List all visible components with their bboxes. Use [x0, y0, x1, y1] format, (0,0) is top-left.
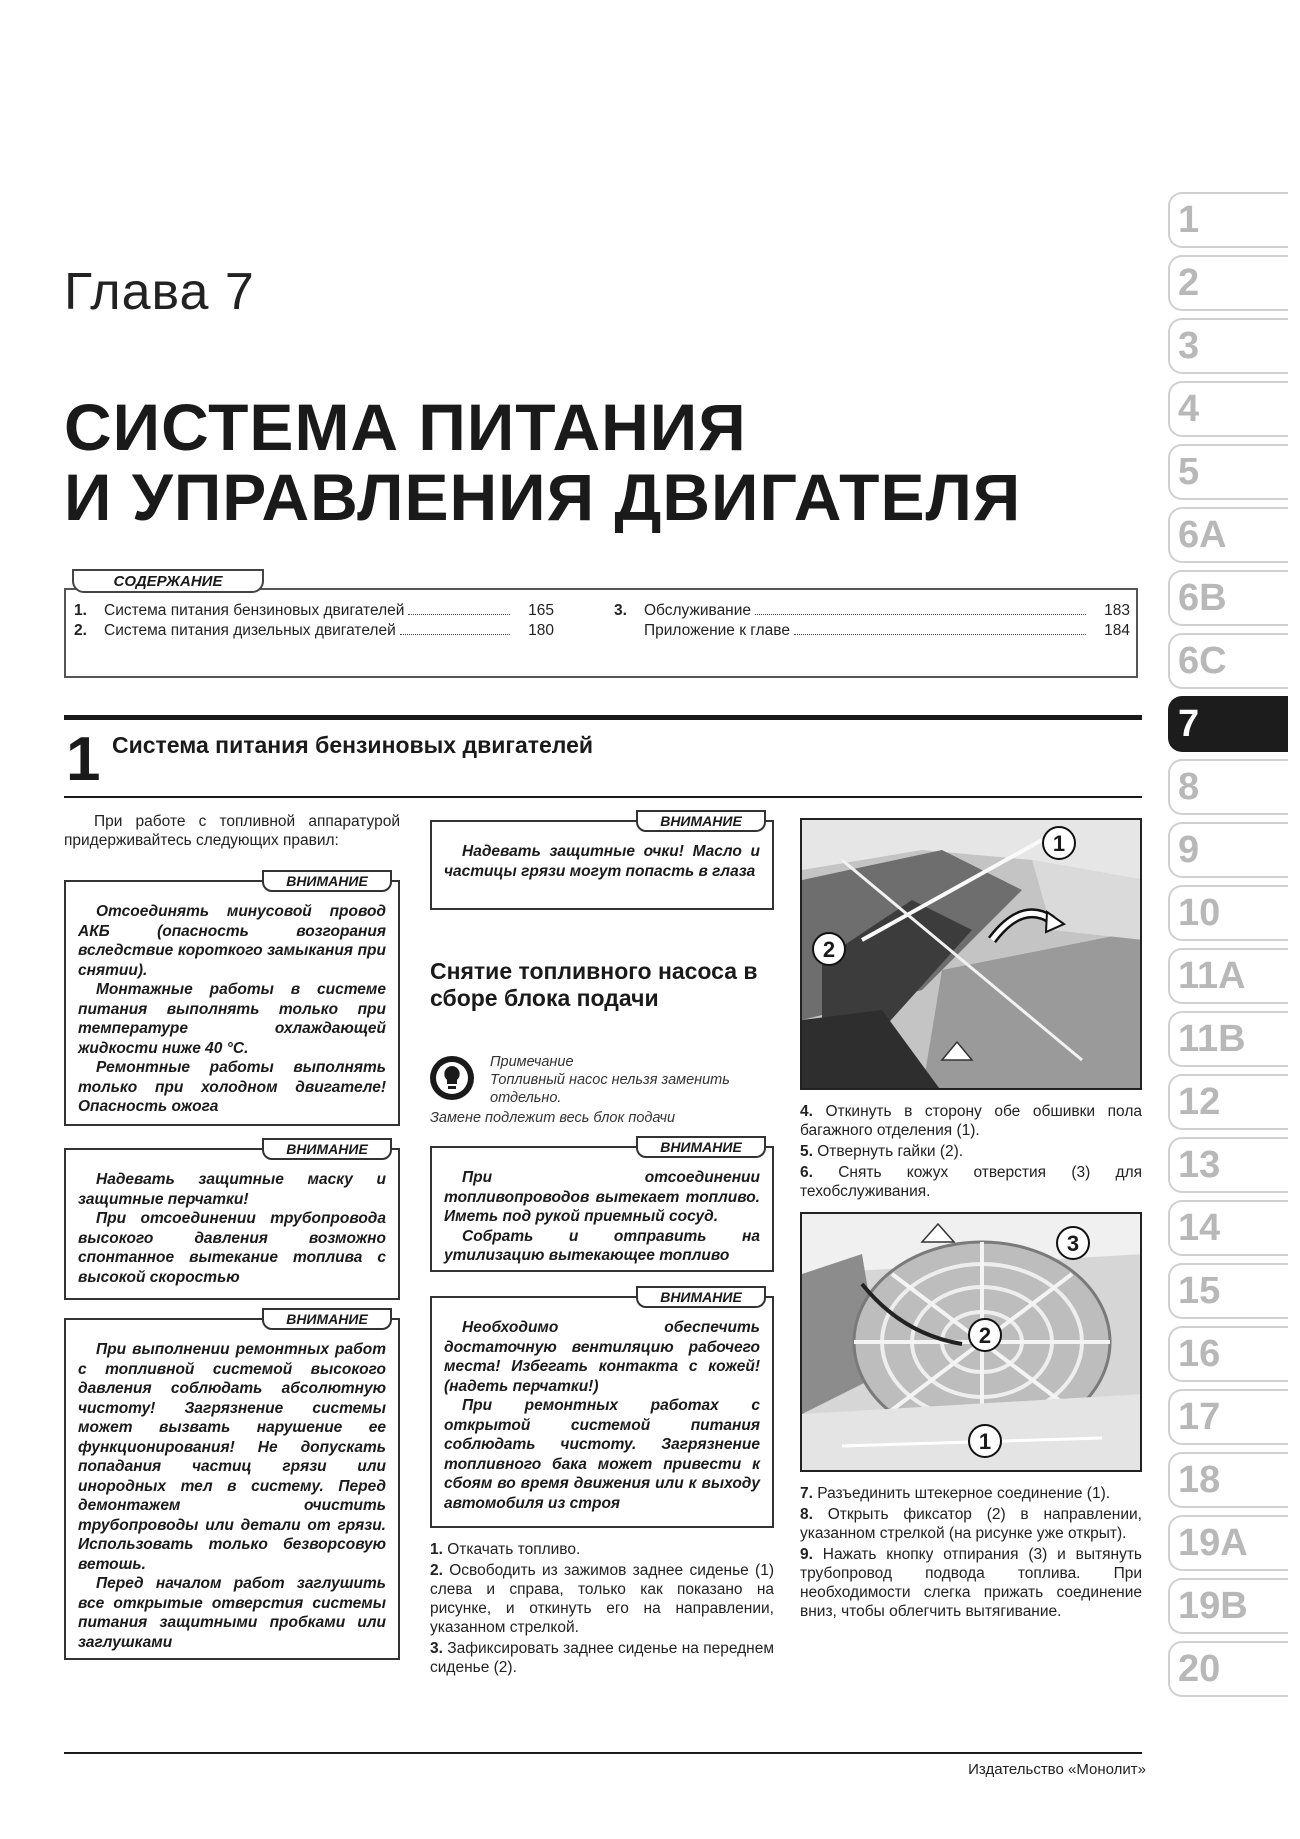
- subsection-heading: Снятие топливного насоса в сборе блока подачи: [430, 958, 758, 1011]
- tab-chapter-6a[interactable]: 6A: [1168, 507, 1288, 563]
- step-number: 5.: [800, 1143, 813, 1160]
- callout-3: 3: [1056, 1226, 1090, 1260]
- step-text: Открыть фиксатор (2) в направлении, указанном стрелкой (на рисунке уже открыт).: [800, 1506, 1142, 1542]
- note-body: Топливный насос нельзя заменить отдельно.: [490, 1072, 730, 1106]
- warning-text: При отсоединении топливопроводов вытекает топливо. Иметь под рукой приемный сосуд.: [444, 1169, 760, 1225]
- tab-chapter-6b[interactable]: 6B: [1168, 570, 1288, 626]
- step-text: Зафиксировать заднее сиденье на переднем сиденье (2).: [430, 1640, 774, 1676]
- step-number: 7.: [800, 1485, 813, 1502]
- footer-rule: [64, 1752, 1142, 1754]
- callout-1: 1: [1042, 826, 1076, 860]
- tab-chapter-19b[interactable]: 19B: [1168, 1578, 1288, 1634]
- step-text: Откинуть в сторону обе обшивки пола багажного отделения (1).: [800, 1103, 1142, 1139]
- warning-label: ВНИМАНИЕ: [262, 870, 392, 892]
- step-item: [800, 1484, 1142, 1503]
- chapter-label: Глава 7: [64, 263, 255, 321]
- toc-item-page: 184: [1104, 622, 1130, 639]
- toc-item-page: 183: [1104, 602, 1130, 619]
- lightbulb-icon: [430, 1056, 474, 1100]
- tab-chapter-9[interactable]: 9: [1168, 822, 1288, 878]
- warning-box-ventilation: [430, 1289, 774, 1528]
- tab-chapter-3[interactable]: 3: [1168, 318, 1288, 374]
- contents-heading: СОДЕРЖАНИЕ: [72, 569, 264, 593]
- warning-text: Собрать и отправить на утилизацию вытекающее топливо: [444, 1227, 760, 1264]
- step-item: [800, 1163, 1142, 1201]
- warning-text: Необходимо обеспечить достаточную вентиляцию рабочего места! Избегать контакта с кожей! (надеть перчатки!): [444, 1319, 760, 1395]
- warning-box-gloves: [64, 1141, 400, 1300]
- tab-chapter-8[interactable]: 8: [1168, 759, 1288, 815]
- warning-label: ВНИМАНИЕ: [636, 1136, 766, 1158]
- warning-text: Ремонтные работы выполнять только при холодном двигателе! Опасность ожога: [78, 1059, 386, 1115]
- toc-item-text: Система питания дизельных двигателей: [104, 622, 396, 639]
- tab-chapter-16[interactable]: 16: [1168, 1326, 1288, 1382]
- step-number: 8.: [800, 1506, 813, 1523]
- toc-item-text: Приложение к главе: [644, 622, 790, 639]
- toc-leader: [755, 602, 1086, 615]
- step-text: Откачать топливо.: [447, 1541, 581, 1558]
- note-title: Примечание: [490, 1054, 574, 1070]
- toc-item[interactable]: [614, 622, 1130, 640]
- warning-text: Надевать защитные маску и защитные перчатки!: [78, 1171, 386, 1208]
- toc-item[interactable]: [614, 602, 1130, 620]
- toc-item[interactable]: [74, 622, 554, 640]
- toc-item[interactable]: [74, 602, 554, 620]
- chapter-title-line-1: СИСТЕМА ПИТАНИЯ: [64, 390, 747, 464]
- warning-text: При ремонтных работах с открытой системой питания соблюдать чистоту. Загрязнение топливного бака может привести к сбоям во время движения или к выходу автомобиля из строя: [444, 1397, 760, 1512]
- chapter-title-line-2: И УПРАВЛЕНИЯ ДВИГАТЕЛЯ: [64, 460, 1022, 534]
- steps-list-2: [800, 1102, 1142, 1203]
- step-text: Нажать кнопку отпирания (3) и вытянуть трубопровод подвода топлива. При необходимости слегка прижать соединение вниз, чтобы облегчить вытягивание.: [800, 1546, 1142, 1620]
- step-item: [430, 1540, 774, 1559]
- steps-list-1: [430, 1540, 774, 1679]
- section-rule-bottom: [64, 796, 1142, 798]
- warning-box-battery: [64, 873, 400, 1126]
- step-item: [800, 1102, 1142, 1140]
- section-title: Система питания бензиновых двигателей: [112, 732, 594, 758]
- toc-item-page: 180: [528, 622, 554, 639]
- section-number: 1: [66, 725, 101, 794]
- section-rule-top: [64, 715, 1142, 720]
- warning-box-fuel-leak: [430, 1139, 774, 1272]
- tab-chapter-6c[interactable]: 6C: [1168, 633, 1288, 689]
- tab-chapter-17[interactable]: 17: [1168, 1389, 1288, 1445]
- warning-text: Монтажные работы в системе питания выполнять только при температуре охлаждающей жидкости ниже 40 °С.: [78, 981, 386, 1057]
- photo-service-cover: [800, 1212, 1142, 1472]
- toc-leader: [408, 602, 510, 615]
- step-number: 4.: [800, 1103, 813, 1120]
- step-number: 2.: [430, 1562, 443, 1579]
- warning-label: ВНИМАНИЕ: [636, 1286, 766, 1308]
- warning-text: Надевать защитные очки! Масло и частицы грязи могут попасть в глаза: [444, 843, 760, 880]
- toc-item-number: 3.: [614, 602, 627, 619]
- tab-chapter-10[interactable]: 10: [1168, 885, 1288, 941]
- toc-item-number: 2.: [74, 622, 87, 639]
- tab-chapter-13[interactable]: 13: [1168, 1137, 1288, 1193]
- step-item: [430, 1561, 774, 1637]
- step-item: [430, 1639, 774, 1677]
- step-number: 3.: [430, 1640, 443, 1657]
- warning-label: ВНИМАНИЕ: [262, 1138, 392, 1160]
- tab-chapter-1[interactable]: 1: [1168, 192, 1288, 248]
- toc-item-text: Обслуживание: [644, 602, 752, 619]
- steps-list-3: [800, 1484, 1142, 1623]
- step-text: Снять кожух отверстия (3) для техобслуживания.: [800, 1164, 1143, 1200]
- tab-chapter-11a[interactable]: 11A: [1168, 948, 1288, 1004]
- photo-rear-seat: [800, 818, 1142, 1090]
- warning-text: Перед началом работ заглушить все открытые отверстия системы питания защитными пробками или заглушками: [78, 1575, 386, 1651]
- step-text: Отвернуть гайки (2).: [817, 1143, 964, 1160]
- tab-chapter-20[interactable]: 20: [1168, 1641, 1288, 1697]
- tab-chapter-14[interactable]: 14: [1168, 1200, 1288, 1256]
- toc-item-page: 165: [528, 602, 554, 619]
- warning-label: ВНИМАНИЕ: [636, 810, 766, 832]
- warning-box-cleanliness: [64, 1311, 400, 1660]
- tab-chapter-2[interactable]: 2: [1168, 255, 1288, 311]
- tab-chapter-18[interactable]: 18: [1168, 1452, 1288, 1508]
- callout-1: 1: [968, 1424, 1002, 1458]
- intro-paragraph: При работе с топливной аппаратурой придерживайтесь следующих правил:: [64, 813, 400, 849]
- warning-text: При выполнении ремонтных работ с топливной системой высокого давления соблюдать абсолютную чистоту! Загрязнение системы может вызвать нарушение ее функционирования! Не допускать попадания частиц грязи или инородных тел в систему. Перед демонтажем очистить трубопроводы или детали от грязи. Использовать только безворсовую ветошь.: [78, 1341, 386, 1573]
- tab-chapter-15[interactable]: 15: [1168, 1263, 1288, 1319]
- tab-chapter-19a[interactable]: 19A: [1168, 1515, 1288, 1571]
- step-number: 6.: [800, 1164, 813, 1181]
- note-tail: Замене подлежит весь блок подачи: [430, 1110, 676, 1126]
- tab-chapter-12[interactable]: 12: [1168, 1074, 1288, 1130]
- step-text: Разъединить штекерное соединение (1).: [817, 1485, 1111, 1502]
- callout-2: 2: [812, 932, 846, 966]
- warning-text: Отсоединять минусовой провод АКБ (опасность возгорания вследствие короткого замыкания при снятии).: [78, 903, 386, 979]
- chapter-title: [64, 392, 1124, 532]
- step-number: 9.: [800, 1546, 813, 1563]
- publisher-name: Издательство «Монолит»: [968, 1761, 1146, 1778]
- step-text: Освободить из зажимов заднее сиденье (1) слева и справа, только как показано на рисунке, и откинуть его на направлении, указанном стрелкой.: [430, 1562, 774, 1636]
- note-block: [490, 1053, 775, 1107]
- tab-chapter-11b[interactable]: 11B: [1168, 1011, 1288, 1067]
- step-item: [800, 1142, 1142, 1161]
- tab-chapter-7[interactable]: 7: [1168, 696, 1288, 752]
- warning-label: ВНИМАНИЕ: [262, 1308, 392, 1330]
- tab-chapter-4[interactable]: 4: [1168, 381, 1288, 437]
- callout-2: 2: [968, 1318, 1002, 1352]
- photo-rear-seat-illustration: [802, 820, 1142, 1090]
- toc-item-number: [614, 622, 644, 640]
- step-item: [800, 1505, 1142, 1543]
- step-number: 1.: [430, 1541, 443, 1558]
- toc-leader: [794, 622, 1086, 635]
- tab-chapter-5[interactable]: 5: [1168, 444, 1288, 500]
- toc-item-text: Система питания бензиновых двигателей: [104, 602, 405, 619]
- toc-item-number: 1.: [74, 602, 87, 619]
- warning-text: При отсоединении трубопровода высокого давления возможно спонтанное вытекание топлива с высокой скоростью: [78, 1210, 386, 1286]
- toc-leader: [400, 622, 510, 635]
- warning-box-goggles: [430, 813, 774, 910]
- step-item: [800, 1545, 1142, 1621]
